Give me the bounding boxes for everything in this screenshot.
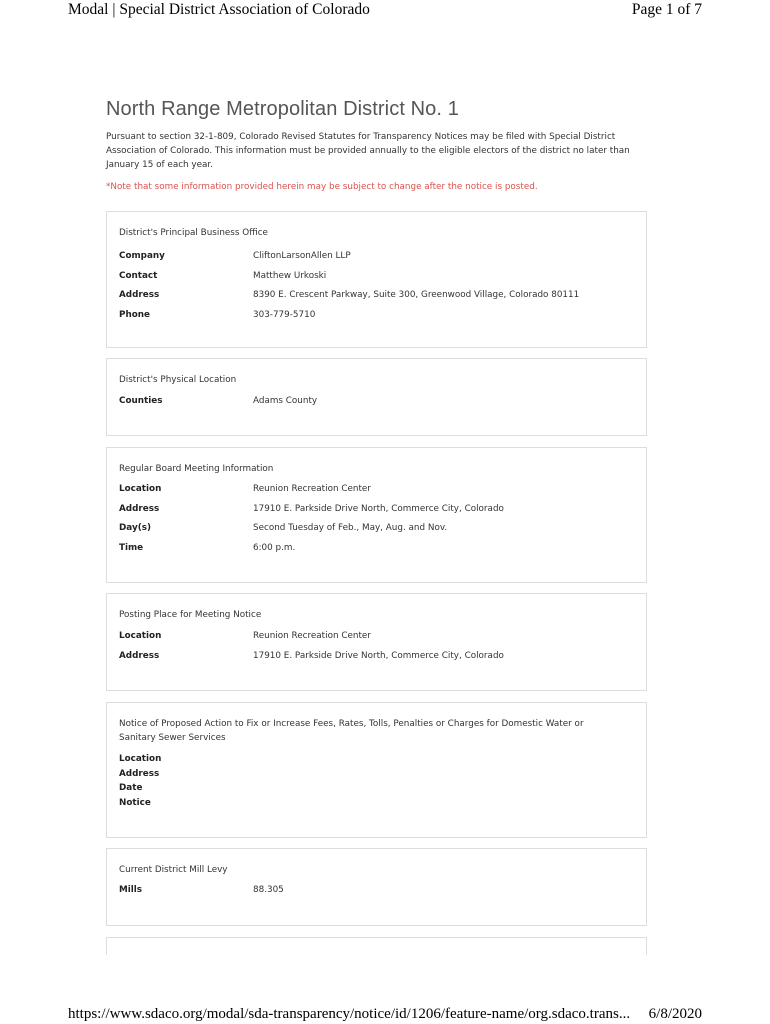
- print-date: 6/8/2020: [648, 1006, 702, 1022]
- field-value: Reunion Recreation Center: [253, 631, 371, 641]
- field-value: 6:00 p.m.: [253, 542, 296, 553]
- field-label: Date: [119, 783, 143, 793]
- disclaimer-note: *Note that some information provided herein may be subject to change after the notice is posted.: [106, 182, 538, 192]
- field-value: 303-779-5710: [253, 309, 316, 320]
- field-value: 8390 E. Crescent Parkway, Suite 300, Greenwood Village, Colorado 80111: [253, 290, 580, 300]
- intro-text: Pursuant to section 32-1-809, Colorado Revised Statutes for Transparency Notices may be filed with Special District Association of Colorado. This information must be provided annually to the eligible electors of the district no later than January 15 of each year.: [106, 132, 630, 170]
- field-value: Second Tuesday of Feb., May, Aug. and Nov.: [253, 523, 448, 533]
- row-date: [119, 781, 634, 796]
- field-value: 17910 E. Parkside Drive North, Commerce City, Colorado: [253, 650, 504, 661]
- row-notice: [119, 796, 634, 811]
- field-label: Address: [119, 290, 160, 300]
- field-value: 17910 E. Parkside Drive North, Commerce City, Colorado: [253, 503, 504, 514]
- field-label: Address: [119, 768, 160, 779]
- section-title: Notice of Proposed Action to Fix or Increase Fees, Rates, Tolls, Penalties or Charges for Domestic Water or Sanitary Sewer Services: [119, 719, 584, 743]
- section-mill-levy: [106, 848, 647, 926]
- section-title: Current District Mill Levy: [119, 865, 228, 875]
- field-value: Adams County: [253, 396, 318, 406]
- section-title: Posting Place for Meeting Notice: [119, 610, 262, 620]
- row-address: [119, 647, 634, 667]
- field-label: Contact: [119, 270, 158, 281]
- field-label: Day(s): [119, 523, 151, 533]
- row-days: [119, 519, 634, 539]
- field-label: Phone: [119, 309, 150, 320]
- row-mills: [119, 881, 634, 901]
- row-address: [119, 767, 634, 782]
- print-header-title: Modal | Special District Association of Colorado: [68, 1, 370, 18]
- row-time: [119, 539, 634, 559]
- field-label: Location: [119, 754, 162, 764]
- field-label: Counties: [119, 396, 163, 406]
- field-label: Mills: [119, 885, 143, 895]
- field-value: Matthew Urkoski: [253, 270, 327, 281]
- source-url: https://www.sdaco.org/modal/sda-transparency/notice/id/1206/feature-name/org.sdaco.trans...: [68, 1006, 631, 1022]
- field-label: Address: [119, 650, 160, 661]
- field-label: Notice: [119, 797, 151, 808]
- section-title: Regular Board Meeting Information: [119, 464, 274, 474]
- section-title: District's Physical Location: [119, 375, 237, 385]
- notice-intro: [106, 98, 647, 192]
- page-counter: Page 1 of 7: [631, 1, 702, 18]
- row-phone: [119, 306, 634, 326]
- field-value: CliftonLarsonAllen LLP: [253, 251, 351, 261]
- row-contact: [119, 267, 634, 287]
- section-board-meeting: [106, 447, 647, 583]
- field-label: Time: [119, 542, 144, 553]
- row-address: [119, 286, 634, 306]
- field-label: Company: [119, 251, 165, 261]
- section-physical-location: [106, 358, 647, 436]
- field-label: Location: [119, 484, 162, 494]
- section-principal-office: [106, 211, 647, 348]
- field-label: Address: [119, 503, 160, 514]
- print-footer: [0, 1006, 770, 1024]
- print-header: [0, 0, 770, 24]
- row-location: [119, 752, 634, 767]
- section-title: District's Principal Business Office: [119, 228, 268, 238]
- section-truncated: [106, 937, 647, 955]
- page-title: North Range Metropolitan District No. 1: [106, 98, 459, 120]
- section-posting-place: [106, 593, 647, 691]
- row-address: [119, 500, 634, 520]
- section-fees-notice: [106, 702, 647, 838]
- row-company: [119, 247, 634, 267]
- field-label: Location: [119, 631, 162, 641]
- field-value: Reunion Recreation Center: [253, 484, 371, 494]
- row-location: [119, 480, 634, 500]
- field-value: 88.305: [253, 885, 284, 895]
- row-counties: [119, 392, 634, 412]
- row-location: [119, 627, 634, 647]
